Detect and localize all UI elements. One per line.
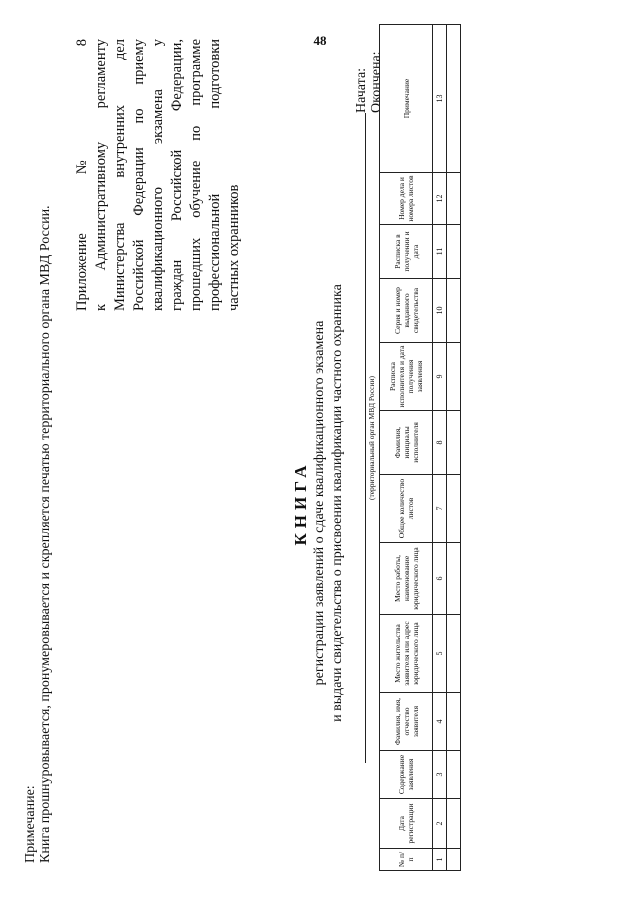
table-number-cell: 3: [433, 751, 447, 799]
table-number-cell: 7: [433, 475, 447, 543]
table-header-cell: Примечание: [380, 25, 433, 173]
table-empty-cell: [447, 225, 461, 279]
appendix-line: граждан Российской Федерации,: [169, 39, 185, 311]
table-empty-cell: [447, 751, 461, 799]
table-empty-cell: [447, 799, 461, 849]
table-empty-cell: [447, 411, 461, 475]
table-header-cell: Серия и номер выданного свидетельства: [380, 279, 433, 343]
table-header-row: [380, 25, 433, 871]
table-header-cell: Место жительства заявителя или адрес юридического лица: [380, 615, 433, 693]
registration-table: [379, 24, 461, 871]
table-header-cell: Дата регистрации: [380, 799, 433, 849]
appendix-line: частных охранников: [226, 184, 242, 311]
book-subtitle-1: регистрации заявлений о сдаче квалификационного экзамена: [312, 320, 327, 686]
book-title: КНИГА: [291, 460, 310, 546]
appendix-block: [73, 39, 244, 311]
table-number-cell: 10: [433, 279, 447, 343]
table-header-cell: Содержание заявления: [380, 751, 433, 799]
table-number-cell: 2: [433, 799, 447, 849]
appendix-line: Российской Федерации по приему: [131, 39, 147, 311]
table-empty-cell: [447, 693, 461, 751]
book-title-block: [291, 283, 347, 723]
table-number-cell: 5: [433, 615, 447, 693]
appendix-line: Министерства внутренних дел: [112, 39, 128, 311]
end-label: Окончена:: [369, 51, 384, 113]
note-label: Примечание:: [23, 785, 38, 863]
table-header-cell: Фамилия, имя, отчество заявителя: [380, 693, 433, 751]
table-header-cell: Фамилия, инициалы исполнителя: [380, 411, 433, 475]
table-empty-row: [447, 25, 461, 871]
begin-label: Начата:: [354, 67, 369, 113]
book-subtitle-2: и выдачи свидетельства о присвоении квалификации частного охранника: [330, 284, 345, 722]
table-empty-cell: [447, 25, 461, 173]
table-header-cell: Место работы, наименование юридического лица: [380, 543, 433, 615]
table-header-cell: Номер дела и номера листов: [380, 173, 433, 225]
note-text: Книга прошнуровывается, пронумеровывается и скрепляется печатью территориального органа МВД России.: [38, 205, 53, 863]
table-empty-cell: [447, 475, 461, 543]
table-empty-cell: [447, 343, 461, 411]
table-number-cell: 1: [433, 849, 447, 871]
table-header-cell: Общее количество листов: [380, 475, 433, 543]
table-number-cell: 11: [433, 225, 447, 279]
table-empty-cell: [447, 279, 461, 343]
page-number: 48: [313, 33, 327, 48]
table-number-cell: 13: [433, 25, 447, 173]
table-number-cell: 9: [433, 343, 447, 411]
note-block: [23, 63, 53, 863]
appendix-line: прошедших обучение по программе: [188, 39, 204, 311]
table-empty-cell: [447, 849, 461, 871]
appendix-line: квалификационного экзамена у: [150, 39, 166, 311]
table-header-cell: Расписка исполнителя и дата получения заявления: [380, 343, 433, 411]
table-number-row: [433, 25, 447, 871]
territorial-caption: (территориальный орган МВД России): [367, 375, 376, 501]
table-header-cell: № п/п: [380, 849, 433, 871]
appendix-line: Приложение № 8: [74, 39, 90, 311]
table-number-cell: 4: [433, 693, 447, 751]
territorial-underline: [355, 113, 366, 763]
table-number-cell: 12: [433, 173, 447, 225]
table-empty-cell: [447, 543, 461, 615]
table-empty-cell: [447, 173, 461, 225]
table-number-cell: 6: [433, 543, 447, 615]
appendix-line: к Административному регламенту: [93, 39, 109, 311]
table-empty-cell: [447, 615, 461, 693]
appendix-line: профессиональной подготовки: [207, 39, 223, 311]
table-number-cell: 8: [433, 411, 447, 475]
table-header-cell: Расписка в получении и дата: [380, 225, 433, 279]
